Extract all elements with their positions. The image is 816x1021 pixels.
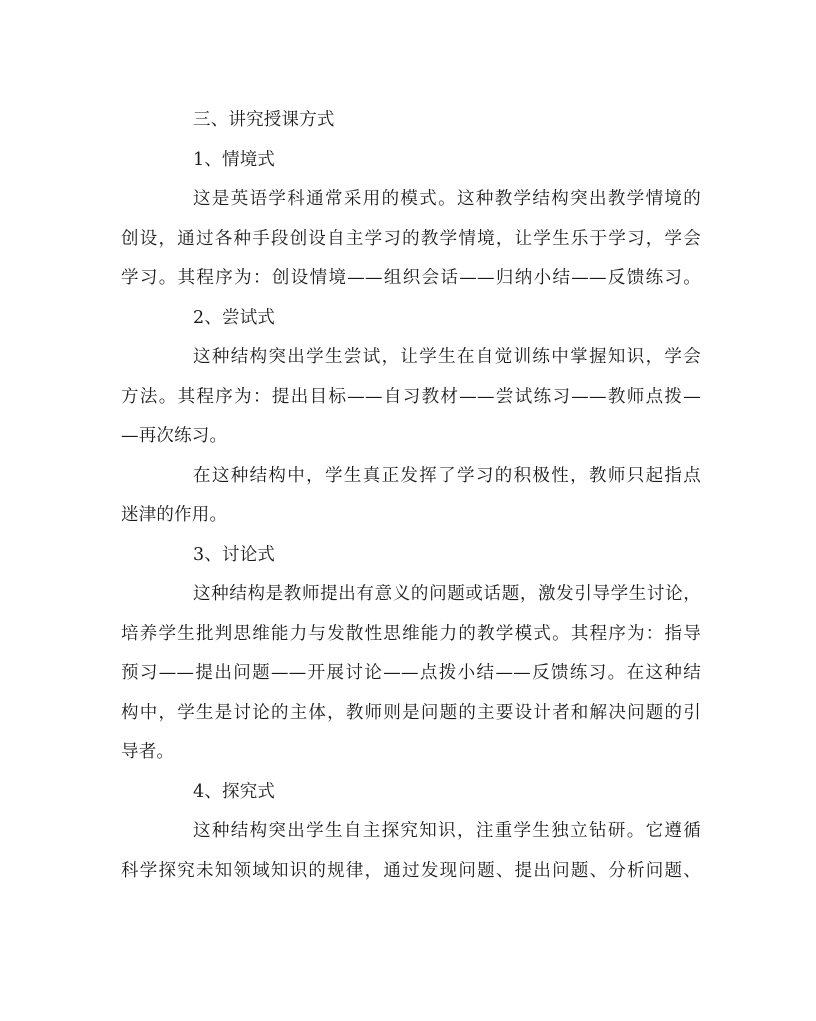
- paragraph-line: 导者。: [121, 742, 175, 762]
- paragraph-line: 这种结构突出学生尝试，让学生在自觉训练中掌握知识，学会: [193, 347, 701, 367]
- paragraph-line: 这是英语学科通常采用的模式。这种教学结构突出教学情境的: [193, 189, 701, 209]
- paragraph-line: 这种结构是教师提出有意义的问题或话题，激发引导学生讨论，: [193, 584, 701, 604]
- document-body: [121, 101, 701, 891]
- paragraph-line: 学习。其程序为：创设情境——组织会话——归纳小结——反馈练习。: [121, 268, 701, 288]
- paragraph-line: —再次练习。: [121, 426, 228, 446]
- paragraph-line: 在这种结构中，学生真正发挥了学习的积极性，教师只起指点: [193, 465, 701, 486]
- paragraph-line: 创设，通过各种手段创设自主学习的教学情境，让学生乐于学习，学会: [121, 228, 701, 249]
- paragraph-line: 方法。其程序为：提出目标——自习教材——尝试练习——教师点拨—: [121, 386, 701, 407]
- paragraph-line: 迷津的作用。: [121, 505, 228, 525]
- paragraph-line: 科学探究未知领域知识的规律，通过发现问题、提出问题、分析问题、: [121, 860, 701, 881]
- section-heading: 三、讲究授课方式: [193, 110, 335, 130]
- subheading-discussion: 3、讨论式: [193, 544, 276, 565]
- paragraph-line: 这种结构突出学生自主探究知识，注重学生独立钻研。它遵循: [193, 821, 701, 841]
- subheading-situational: 1、情境式: [193, 149, 276, 170]
- subheading-inquiry: 4、探究式: [193, 781, 276, 802]
- subheading-trial: 2、尝试式: [193, 307, 276, 328]
- paragraph-line: 预习——提出问题——开展讨论——点拨小结——反馈练习。在这种结: [121, 663, 701, 683]
- paragraph-line: 培养学生批判思维能力与发散性思维能力的教学模式。其程序为：指导: [121, 623, 701, 644]
- paragraph-line: 构中，学生是讨论的主体，教师则是问题的主要设计者和解决问题的引: [121, 702, 701, 723]
